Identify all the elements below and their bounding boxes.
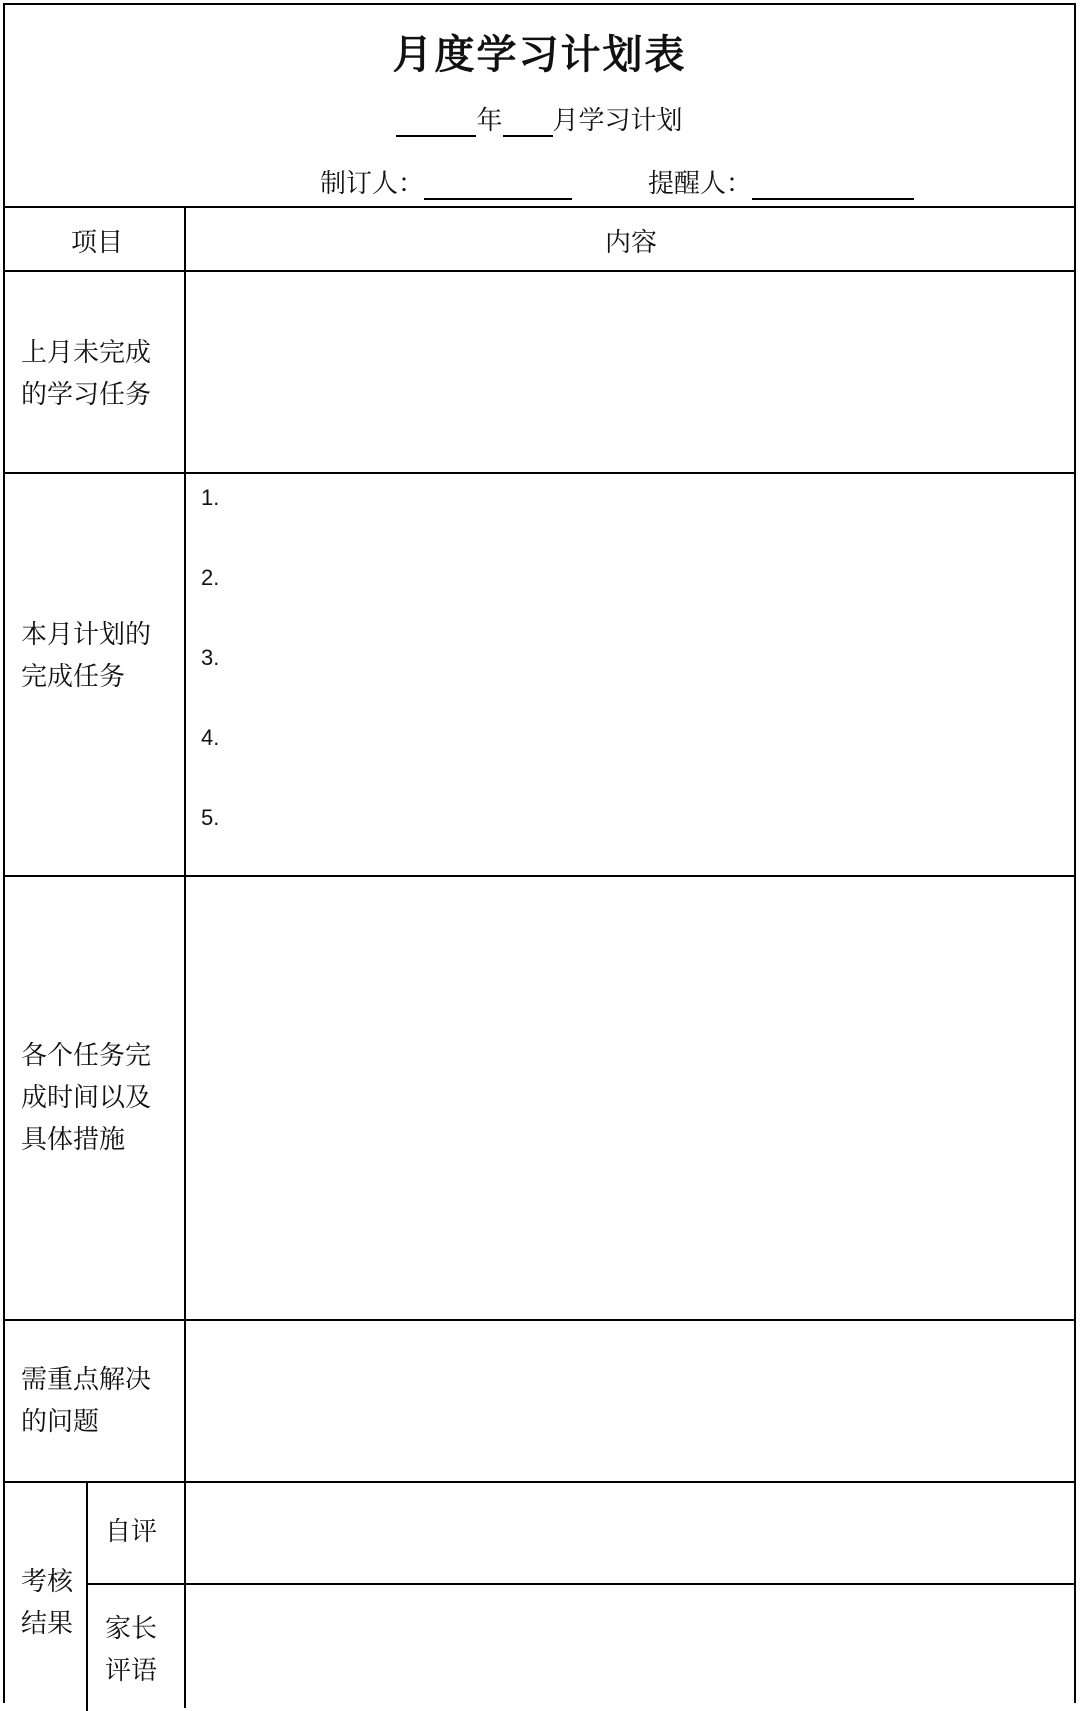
task-number-3: 3. (201, 645, 220, 670)
row-problems-label: 需重点解决的问题 (21, 1365, 152, 1437)
month-suffix: 月学习计划 (552, 106, 683, 136)
task-number-1: 1. (201, 485, 220, 510)
task-number-5: 5. (201, 805, 220, 830)
task-number-4: 4. (201, 725, 220, 750)
row-last-month-label: 上月未完成的学习任务 (21, 338, 152, 410)
plan-table (5, 5, 1074, 1703)
row-this-month-label: 本月计划的完成任务 (21, 620, 152, 692)
plan-sheet (3, 3, 1076, 1703)
row-schedule-label: 各个任务完成时间以及具体措施 (21, 1041, 152, 1155)
page-title: 月度学习计划表 (392, 32, 687, 78)
row-parent-comment-label: 家长评语 (105, 1614, 158, 1686)
row-assessment-label: 考核结果 (21, 1567, 74, 1639)
task-number-2: 2. (201, 565, 220, 590)
header-item: 项目 (71, 228, 124, 258)
reminder-label: 提醒人： (648, 169, 753, 199)
header-content: 内容 (605, 228, 658, 258)
row-self-eval-label: 自评 (105, 1517, 158, 1547)
year-suffix: 年 (476, 106, 503, 136)
maker-label: 制订人： (320, 169, 425, 199)
